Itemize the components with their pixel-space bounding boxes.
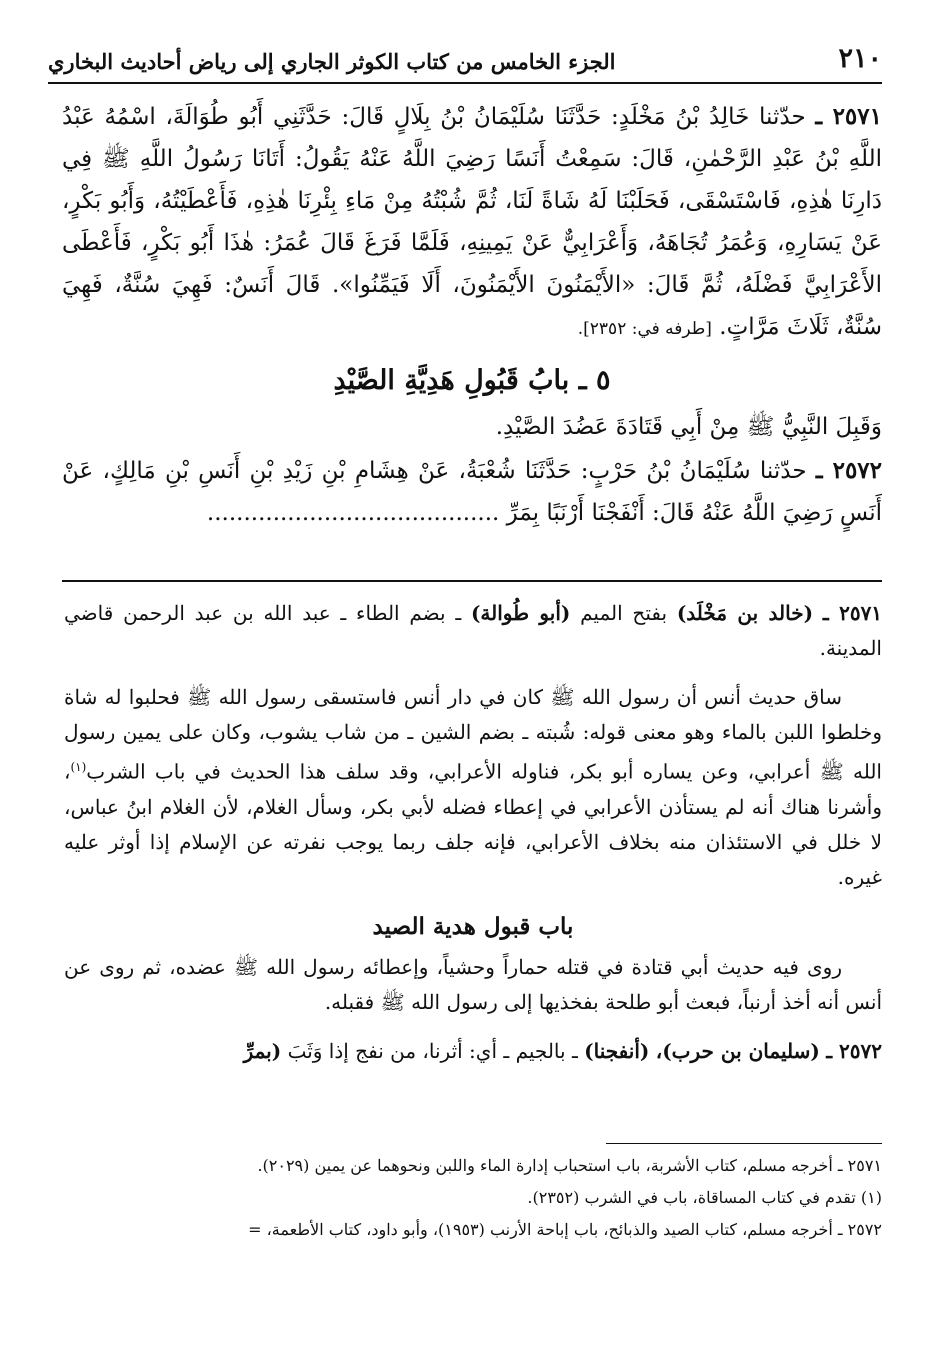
hadith-text-block: [62, 96, 882, 536]
commentary-term: (أبو طُوالة): [470, 601, 571, 625]
footnote: (١) تقدم في كتاب المساقاة، باب في الشرب (٢٣٥٢).: [527, 1188, 882, 1207]
footnote-marker: (١): [70, 760, 87, 774]
chapter-heading: ٥ ـ بابُ قَبُولِ هَدِيَّةِ الصَّيْدِ: [333, 365, 611, 396]
commentary-term: (سليمان بن حرب)،: [655, 1038, 820, 1063]
commentary-paragraph: [64, 680, 882, 895]
commentary-number: ٢٥٧٢ ـ: [826, 1038, 882, 1063]
commentary-number: ٢٥٧١ ـ: [822, 601, 883, 625]
footnotes: [64, 1150, 882, 1246]
commentary-paragraph: روى فيه حديث أبي قتادة في قتله حماراً وحشياً، وإعطائه رسول الله ﷺ عضده، ثم روى عن أنس أنه أخذ أرنباً، فبعث أبو طلحة بفخذيها إلى رسول الله ﷺ فقبله.: [64, 954, 882, 1014]
commentary-term: (أنفجنا): [584, 1038, 650, 1063]
section-divider: [62, 580, 882, 582]
commentary-term: (خالد بن مَخْلَد): [676, 601, 814, 625]
commentary-text: ساق حديث أنس أن رسول الله ﷺ كان في دار أنس فاستسقى رسول الله ﷺ فحلبوا له شاة وخلطوا اللبن بالماء وهو معنى قوله: شُبته ـ بضم الشين ـ من شاب يشوب، وكان على يمين رسول الله ﷺ أعرابي، وعن يساره أبو بكر، فناوله الأعرابي، وقد سلف هذا الحديث في باب الشرب: [64, 685, 882, 784]
commentary-gloss: ـ بالجيم ـ أي: أثرنا، من نفج إذا وَثَبَ: [287, 1038, 578, 1063]
cross-reference: [طرفه في: ٢٣٥٢].: [577, 319, 712, 339]
hadith-2572: [62, 450, 882, 534]
running-title: الجزء الخامس من كتاب الكوثر الجاري إلى رياض أحاديث البخاري: [48, 49, 616, 74]
commentary-gloss: ـ بضم الطاء ـ عبد الله بن عبد الرحمن قاضي المدينة.: [64, 601, 882, 660]
hadith-number: ٢٥٧٢ ـ: [815, 457, 883, 484]
footnote: ٢٥٧٢ ـ أخرجه مسلم، كتاب الصيد والذبائح، باب إباحة الأرنب (١٩٥٣)، وأبو داود، كتاب الأطعمة، =: [248, 1220, 882, 1239]
footnote-divider: [606, 1143, 882, 1144]
hadith-body: حدّثنا سُلَيْمَانُ بْنُ حَرْبٍ: حَدَّثَنَا شُعْبَةُ، عَنْ هِشَامِ بْنِ زَيْدِ بْنِ أَنَسِ بْنِ مَالِكٍ، عَنْ أَنَسٍ رَضِيَ اللَّهُ عَنْهُ قَالَ: أَنْفَجْنَا أَرْنَبًا بِمَرِّ ........................................: [62, 458, 882, 526]
commentary-heading: باب قبول هدية الصيد: [372, 912, 574, 940]
commentary-block: [64, 596, 882, 1083]
chapter-intro: وَقَبِلَ النَّبِيُّ ﷺ مِنْ أَبِي قَتَادَةَ عَضُدَ الصَّيْدِ.: [495, 414, 882, 440]
commentary-term: (بمرِّ: [243, 1038, 282, 1063]
commentary-2572: [64, 1034, 882, 1069]
hadith-body: حدّثنا خَالِدُ بْنُ مَخْلَدٍ: حَدَّثَنَا سُلَيْمَانُ بْنُ بِلَالٍ قَالَ: حَدَّثَنِي أَبُو طُوَالَةَ، اسْمُهُ عَبْدُ اللَّهِ بْنُ عَبْدِ الرَّحْمٰنِ، قَالَ: سَمِعْتُ أَنَسًا رَضِيَ اللَّهُ عَنْهُ يَقُولُ: أَتَانَا رَسُولُ اللَّهِ ﷺ فِي دَارِنَا هٰذِهِ، فَاسْتَسْقَى، فَحَلَبْنَا لَهُ شَاةً لَنَا، ثُمَّ شُبْتُهُ مِنْ مَاءِ بِئْرِنَا هٰذِهِ، فَأَعْطَيْتُهُ، وَأَبُو بَكْرٍ، عَنْ يَسَارِهِ، وَعُمَرُ تُجَاهَهُ، وَأَعْرَابِيٌّ عَنْ يَمِينِهِ، فَلَمَّا فَرَغَ قَالَ عُمَرُ: هٰذَا أَبُو بَكْرٍ، فَأَعْطَى الأَعْرَابِيَّ فَضْلَهُ، ثُمَّ قَالَ: «الأَيْمَنُونَ الأَيْمَنُونَ، أَلَا فَيَمِّنُوا». قَالَ أَنَسٌ: فَهِيَ سُنَّةٌ، فَهِيَ سُنَّةٌ، ثَلَاثَ مَرَّاتٍ.: [62, 104, 882, 340]
hadith-number: ٢٥٧١ ـ: [815, 103, 882, 130]
commentary-gloss: بفتح الميم: [580, 601, 668, 625]
running-header: [48, 34, 882, 84]
commentary-text: ، وأشرنا هناك أنه لم يستأذن الأعرابي في إعطاء فضله لأبي بكر، وسأل الغلام، لأن الغلام ابنُ عباس، لا خلل في الاستئذان منه بخلاف الأعرابي، فإنه جلف ربما يوجب نفرته عن الإسلام إذا أوثر عليه غيره.: [64, 759, 882, 889]
commentary-2571: [64, 596, 882, 666]
page-number: ٢١٠: [838, 43, 882, 74]
hadith-2571: [62, 96, 882, 350]
footnote: ٢٥٧١ ـ أخرجه مسلم، كتاب الأشربة، باب استحباب إدارة الماء واللبن ونحوهما عن يمين (٢٠٢٩).: [257, 1156, 882, 1175]
